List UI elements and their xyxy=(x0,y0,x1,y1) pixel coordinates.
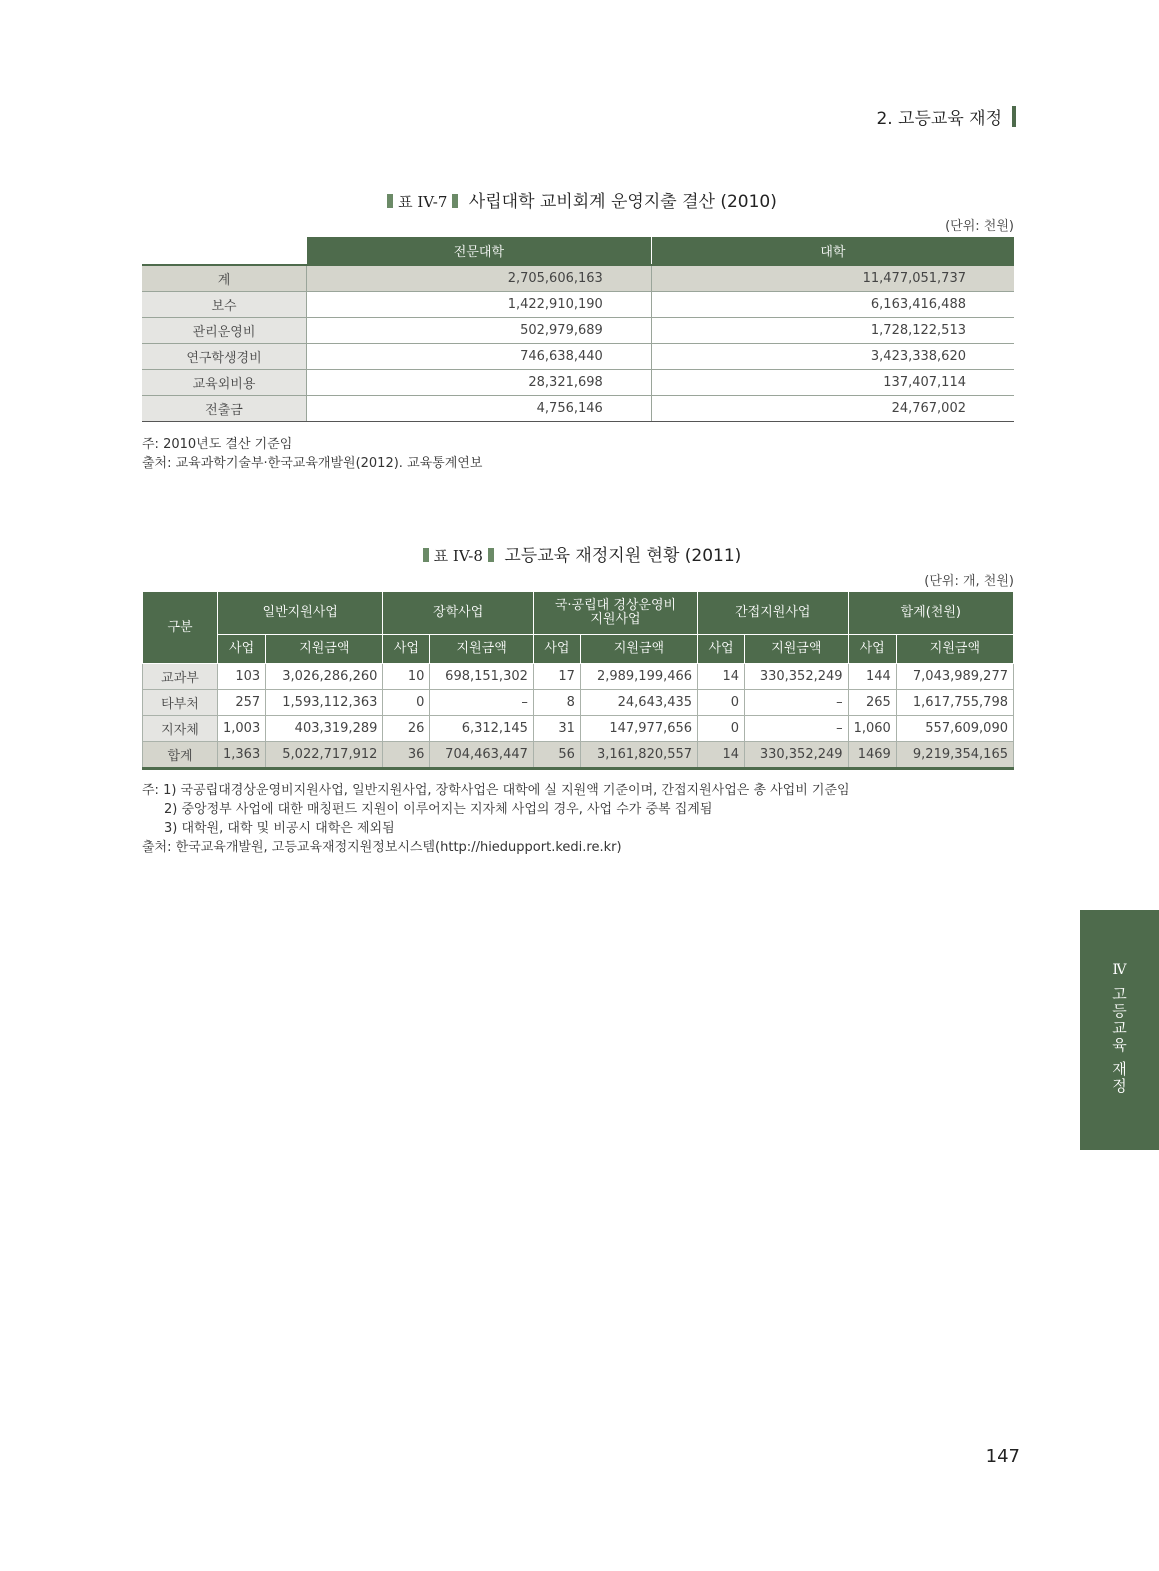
table-cell: 6,163,416,488 xyxy=(651,292,1014,318)
table-cell: 8 xyxy=(533,690,580,716)
table1-col-header: 대학 xyxy=(651,237,1014,265)
sub-header-count: 사업 xyxy=(698,635,745,664)
table2-title: 고등교육 재정지원 현황 (2011) xyxy=(504,546,742,566)
source-line: 출처: 한국교육개발원, 고등교육재정지원정보시스템(http://hiedupport.kedi.re.kr) xyxy=(142,840,622,855)
group-header: 일반지원사업 xyxy=(218,592,383,635)
table-cell: 7,043,989,277 xyxy=(896,664,1013,690)
group-header: 국·공립대 경상운영비 지원사업 xyxy=(533,592,697,635)
caption-marker xyxy=(488,548,494,562)
table2 xyxy=(142,591,1014,770)
table-cell: – xyxy=(430,690,534,716)
row-header: 타부처 xyxy=(143,690,218,716)
table-cell: 9,219,354,165 xyxy=(896,742,1013,769)
table1-label: 표 IV-7 xyxy=(398,193,448,211)
table-cell: 36 xyxy=(383,742,430,769)
sub-header-amount: 지원금액 xyxy=(745,635,849,664)
table-cell: 1,422,910,190 xyxy=(307,292,652,318)
row-header: 교과부 xyxy=(143,664,218,690)
corner-header: 구분 xyxy=(143,592,218,664)
table-cell: 2,705,606,163 xyxy=(307,265,652,292)
note-line: 주: 2010년도 결산 기준임 xyxy=(142,437,293,452)
table-cell: 17 xyxy=(533,664,580,690)
row-header: 합계 xyxy=(143,742,218,769)
table-cell: 1,593,112,363 xyxy=(266,690,383,716)
caption-marker xyxy=(423,548,429,562)
table-cell: 3,161,820,557 xyxy=(580,742,697,769)
table-row xyxy=(142,370,1014,396)
table-cell: 4,756,146 xyxy=(307,396,652,422)
table-cell: 403,319,289 xyxy=(266,716,383,742)
sub-header-amount: 지원금액 xyxy=(580,635,697,664)
table2-label: 표 IV-8 xyxy=(433,547,483,565)
chapter-side-tab xyxy=(1080,910,1159,1150)
table2-caption xyxy=(0,541,1159,566)
table-row xyxy=(142,396,1014,422)
table-cell: 56 xyxy=(533,742,580,769)
table-cell: 6,312,145 xyxy=(430,716,534,742)
table-cell: 14 xyxy=(698,742,745,769)
section-bar xyxy=(1012,106,1016,127)
table2-notes xyxy=(142,781,850,857)
row-header: 관리운영비 xyxy=(142,318,307,344)
table-cell: 26 xyxy=(383,716,430,742)
note-line: 2) 중앙정부 사업에 대한 매칭펀드 지원이 이루어지는 지자체 사업의 경우, 사업 수가 중복 집계됨 xyxy=(164,802,713,817)
table-cell: 24,643,435 xyxy=(580,690,697,716)
group-header: 간접지원사업 xyxy=(698,592,849,635)
table-row xyxy=(143,664,1014,690)
chapter-title: 고등교육 재정 xyxy=(1110,986,1128,1095)
row-header: 지자체 xyxy=(143,716,218,742)
table-cell: 1469 xyxy=(848,742,896,769)
caption-marker xyxy=(452,194,458,208)
table-cell: 746,638,440 xyxy=(307,344,652,370)
table-cell: 1,003 xyxy=(218,716,266,742)
group-header: 장학사업 xyxy=(383,592,534,635)
table-cell: 2,989,199,466 xyxy=(580,664,697,690)
table-row xyxy=(142,265,1014,292)
table-cell: 1,617,755,798 xyxy=(896,690,1013,716)
table-cell: 144 xyxy=(848,664,896,690)
table-row xyxy=(142,318,1014,344)
table-cell: 265 xyxy=(848,690,896,716)
table-cell: 24,767,002 xyxy=(651,396,1014,422)
row-header: 보수 xyxy=(142,292,307,318)
table-cell: 31 xyxy=(533,716,580,742)
table-cell: 103 xyxy=(218,664,266,690)
sub-header-amount: 지원금액 xyxy=(430,635,534,664)
table-row xyxy=(143,742,1014,769)
table-cell: 10 xyxy=(383,664,430,690)
row-header: 전출금 xyxy=(142,396,307,422)
table-cell: – xyxy=(745,716,849,742)
table-row xyxy=(143,716,1014,742)
sub-header-amount: 지원금액 xyxy=(266,635,383,664)
table-cell: 502,979,689 xyxy=(307,318,652,344)
note-line: 주: 1) 국공립대경상운영비지원사업, 일반지원사업, 장학사업은 대학에 실 지원액 기준이며, 간접지원사업은 총 사업비 기준임 xyxy=(142,783,850,798)
table2-unit: (단위: 개, 천원) xyxy=(924,574,1014,589)
table-cell: – xyxy=(745,690,849,716)
caption-marker xyxy=(387,194,393,208)
table-cell: 1,728,122,513 xyxy=(651,318,1014,344)
sub-header-count: 사업 xyxy=(533,635,580,664)
table-cell: 28,321,698 xyxy=(307,370,652,396)
table-row xyxy=(143,690,1014,716)
row-header: 계 xyxy=(142,265,307,292)
table-cell: 704,463,447 xyxy=(430,742,534,769)
table-cell: 0 xyxy=(698,690,745,716)
table-cell: 257 xyxy=(218,690,266,716)
table-row xyxy=(142,344,1014,370)
row-header: 연구학생경비 xyxy=(142,344,307,370)
table-cell: 147,977,656 xyxy=(580,716,697,742)
table1-corner xyxy=(142,237,307,265)
table-cell: 698,151,302 xyxy=(430,664,534,690)
table-cell: 3,026,286,260 xyxy=(266,664,383,690)
table-cell: 330,352,249 xyxy=(745,742,849,769)
table-cell: 330,352,249 xyxy=(745,664,849,690)
table1-notes xyxy=(142,435,482,473)
table1-caption xyxy=(0,187,1159,212)
sub-header-count: 사업 xyxy=(383,635,430,664)
section-title: 2. 고등교육 재정 xyxy=(876,109,1002,129)
table-cell: 11,477,051,737 xyxy=(651,265,1014,292)
table-row xyxy=(142,292,1014,318)
row-header: 교육외비용 xyxy=(142,370,307,396)
table-cell: 1,363 xyxy=(218,742,266,769)
group-header: 합계(천원) xyxy=(848,592,1013,635)
table1-unit: (단위: 천원) xyxy=(945,219,1014,234)
section-header xyxy=(876,104,1016,129)
note-line: 3) 대학원, 대학 및 비공시 대학은 제외됨 xyxy=(164,821,395,836)
table-cell: 137,407,114 xyxy=(651,370,1014,396)
table-cell: 557,609,090 xyxy=(896,716,1013,742)
sub-header-count: 사업 xyxy=(218,635,266,664)
source-line: 출처: 교육과학기술부·한국교육개발원(2012). 교육통계연보 xyxy=(142,456,483,471)
chapter-number: Ⅳ xyxy=(1112,962,1127,978)
sub-header-count: 사업 xyxy=(848,635,896,664)
table-cell: 5,022,717,912 xyxy=(266,742,383,769)
table1 xyxy=(142,237,1014,422)
table1-title: 사립대학 교비회계 운영지출 결산 (2010) xyxy=(468,192,777,212)
table-cell: 3,423,338,620 xyxy=(651,344,1014,370)
table-cell: 0 xyxy=(698,716,745,742)
table-cell: 0 xyxy=(383,690,430,716)
table1-col-header: 전문대학 xyxy=(307,237,652,265)
table-cell: 1,060 xyxy=(848,716,896,742)
sub-header-amount: 지원금액 xyxy=(896,635,1013,664)
page-number: 147 xyxy=(985,1446,1020,1467)
table-cell: 14 xyxy=(698,664,745,690)
